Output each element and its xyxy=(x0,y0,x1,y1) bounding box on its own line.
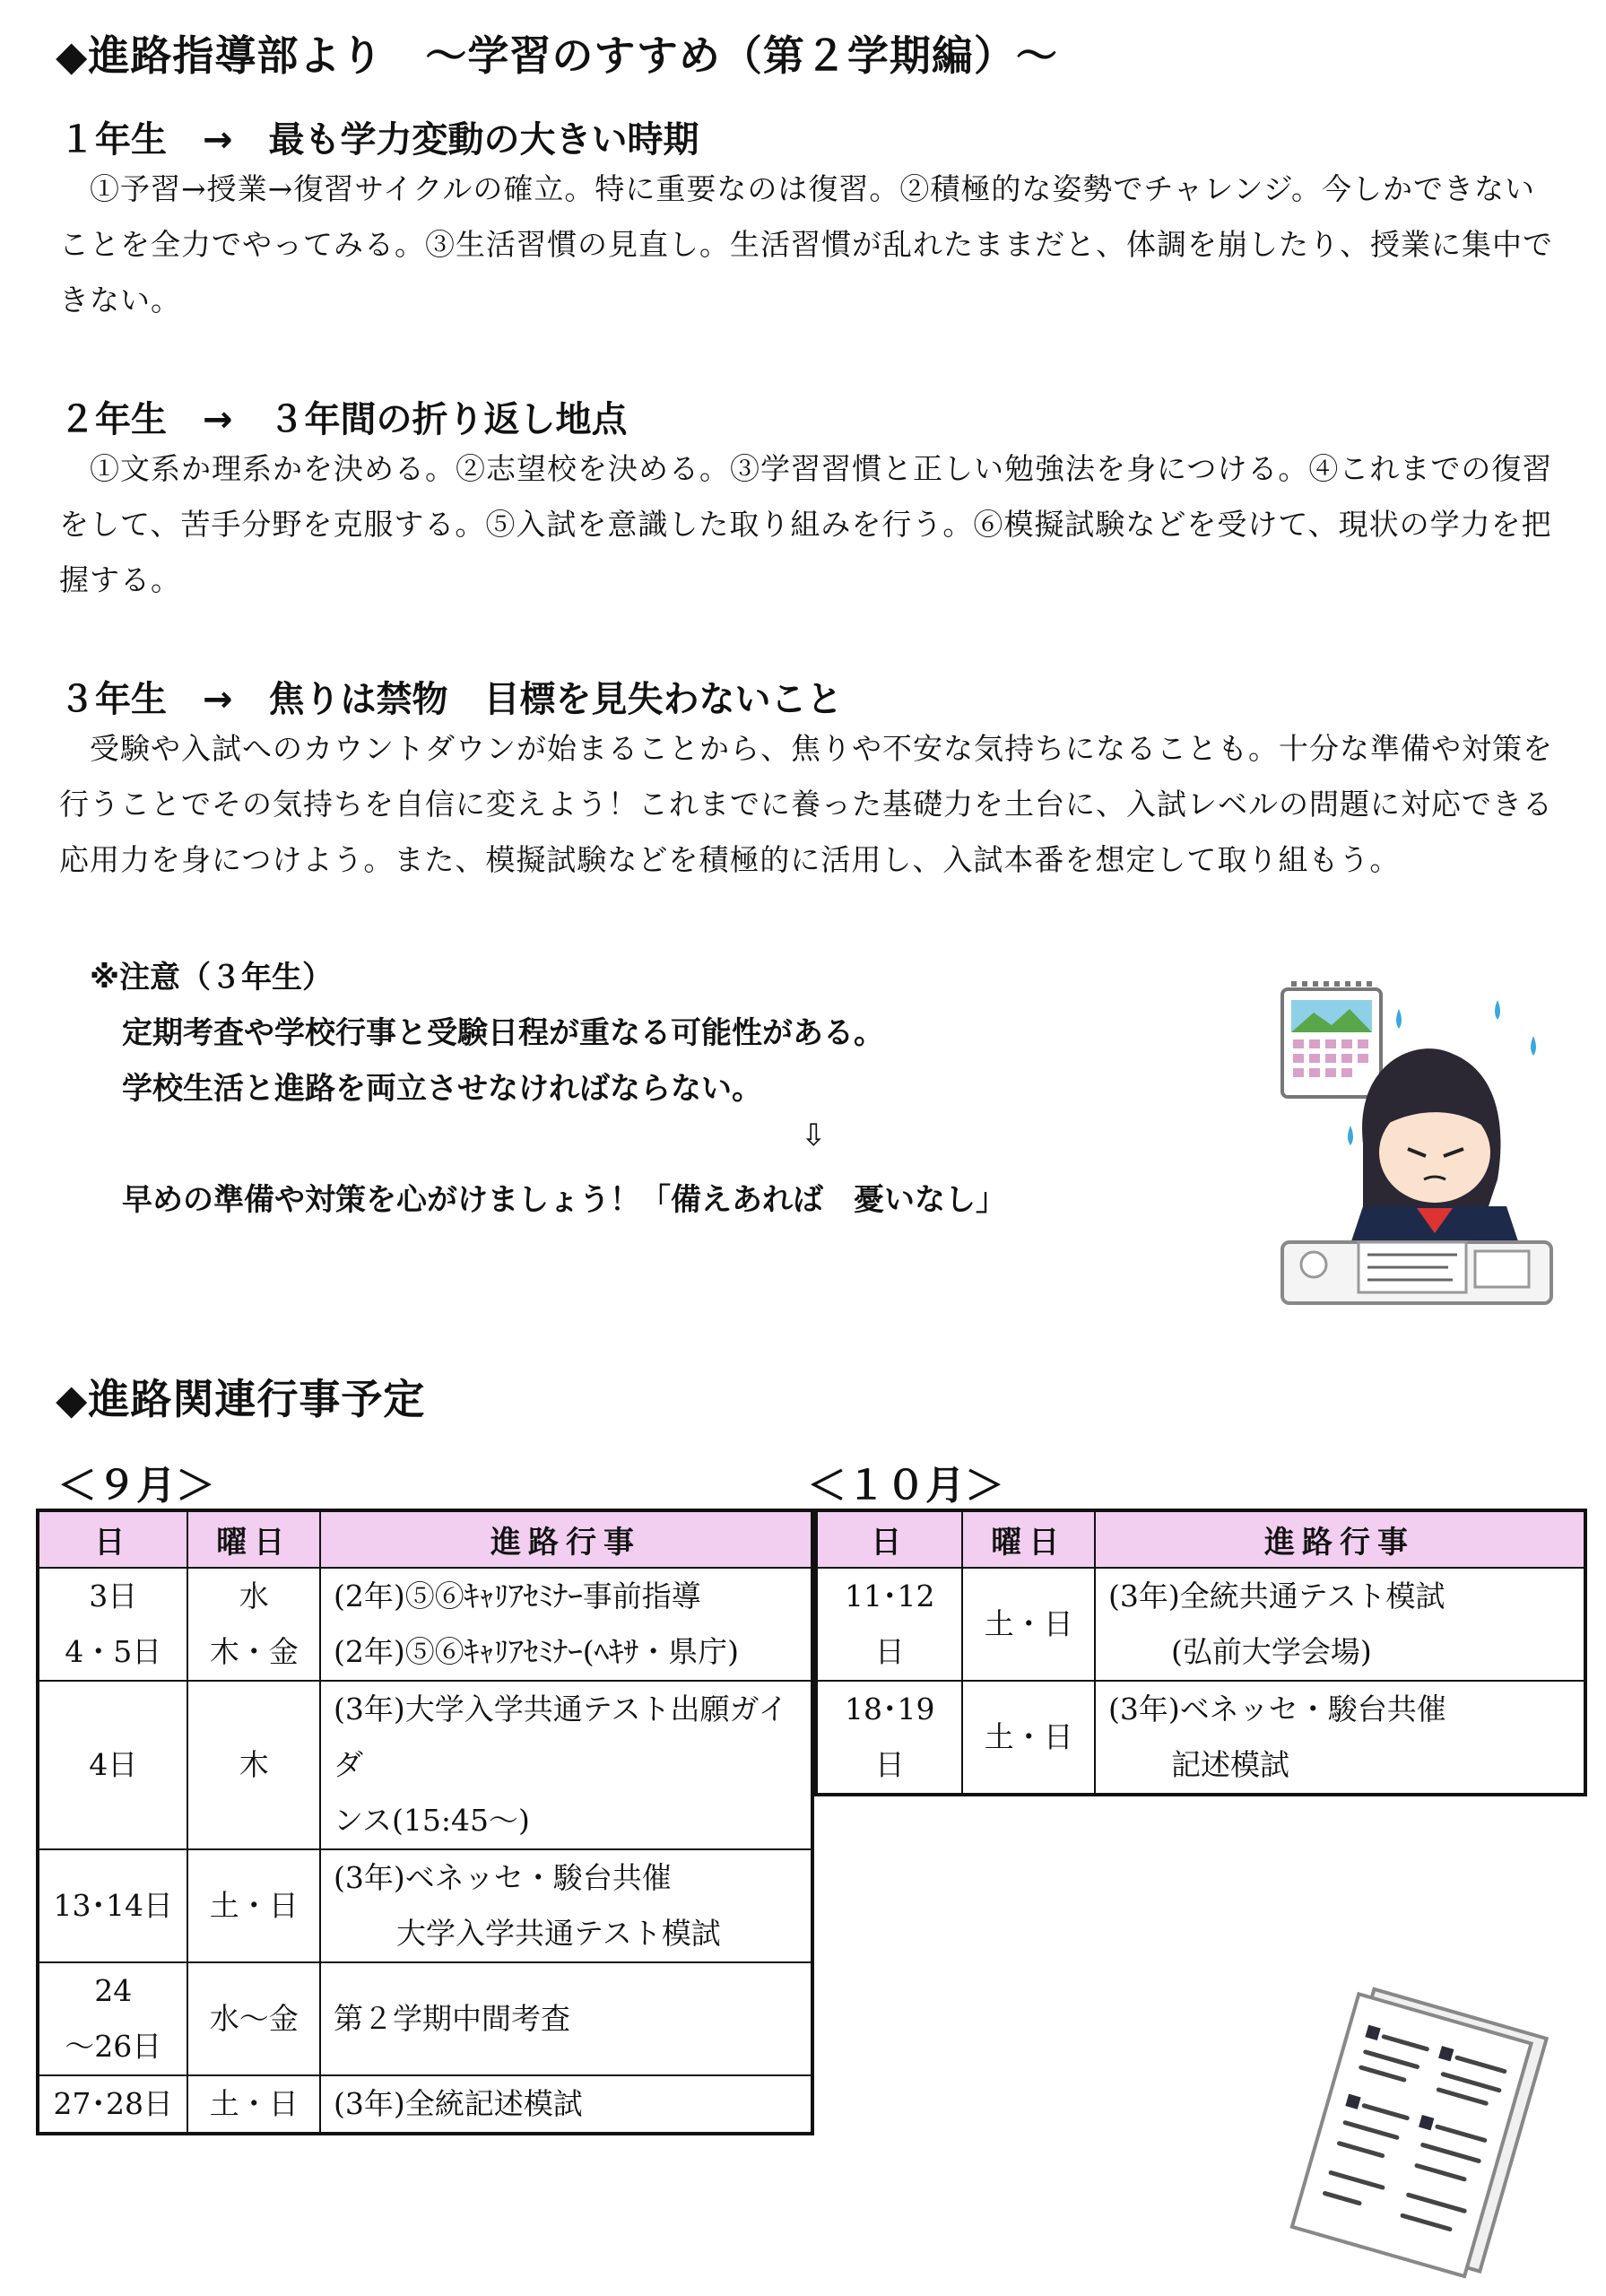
weekday-text: 木 xyxy=(239,1747,269,1782)
weekday-cell xyxy=(187,1624,320,1681)
event-text: (3年)全統記述模試 xyxy=(334,2086,583,2121)
day-cell xyxy=(38,1962,187,2075)
event-column-header: 進路行事 xyxy=(320,1510,812,1568)
event-cell xyxy=(320,1568,812,1624)
day-text-line2: ～26日 xyxy=(65,2029,162,2064)
event-cell xyxy=(320,1624,812,1681)
day-cell xyxy=(38,1624,187,1681)
grade2-body: ①文系か理系かを決める。②志望校を決める。③学習習慣と正しい勉強法を身につける。④これまでの復習をして、苦手分野を克服する。⑤入試を意識した取り組みを行う。⑥模擬試験などを受けて、現状の学力を把握する。 xyxy=(59,451,1553,597)
day-text: 3日 xyxy=(89,1578,138,1613)
event-text: 第２学期中間考査 xyxy=(334,2001,571,2036)
schedule-title: ◆進路関連行事予定 xyxy=(56,1375,426,1423)
day-cell xyxy=(816,1568,962,1681)
event-text: (2年)⑤⑥ｷｬﾘｱｾﾐﾅｰ(ﾍｷｻ・県庁) xyxy=(334,1634,740,1669)
exam-papers-illustration xyxy=(1273,1982,1578,2287)
table-row xyxy=(38,1624,812,1681)
table-row xyxy=(38,1681,812,1849)
day-column-header: 日 xyxy=(38,1510,187,1568)
weekday-column-header: 曜日 xyxy=(187,1510,320,1568)
grade3-heading: ３年生 → 焦りは禁物 目標を見失わないこと xyxy=(59,679,843,720)
day-cell xyxy=(38,1568,187,1624)
table-row xyxy=(816,1568,1585,1681)
day-text: 4日 xyxy=(89,1747,138,1782)
weekday-text: 土・日 xyxy=(209,1888,299,1923)
weekday-cell xyxy=(962,1681,1095,1795)
event-text-line2: (弘前大学会場) xyxy=(1171,1634,1372,1669)
event-text: (3年)全統共通テスト模試 xyxy=(1108,1578,1445,1613)
weekday-column-header: 曜日 xyxy=(962,1510,1095,1568)
grade2-heading: ２年生 → ３年間の折り返し地点 xyxy=(59,399,628,440)
day-text: 13･14日 xyxy=(53,1888,173,1923)
day-text: 18･19日 xyxy=(844,1692,935,1782)
october-schedule-table xyxy=(814,1509,1587,1796)
event-text-line2: 大学入学共通テスト模試 xyxy=(396,1916,721,1951)
weekday-cell xyxy=(187,1962,320,2075)
note-line2: 学校生活と進路を両立させなければならない。 xyxy=(122,1071,762,1107)
event-cell xyxy=(320,1962,812,2075)
weekday-text: 水～金 xyxy=(209,2001,299,2036)
table-row xyxy=(38,1568,812,1624)
day-cell xyxy=(38,1681,187,1849)
day-text: 4・5日 xyxy=(65,1634,162,1669)
day-text: 11･12日 xyxy=(844,1578,935,1669)
event-cell xyxy=(1095,1568,1585,1681)
page-title: ◆進路指導部より ～学習のすすめ（第２学期編）～ xyxy=(56,31,1058,80)
weekday-cell xyxy=(962,1568,1095,1681)
september-label: ＜９月＞ xyxy=(57,1463,215,1509)
note-title: ※注意（３年生） xyxy=(90,960,334,996)
table-row xyxy=(816,1681,1585,1795)
table-header-row xyxy=(816,1510,1585,1568)
studying-student-illustration xyxy=(1264,973,1569,1314)
weekday-text: 木・金 xyxy=(209,1634,299,1669)
weekday-cell xyxy=(187,1681,320,1849)
day-cell xyxy=(38,2075,187,2134)
note-line1: 定期考査や学校行事と受験日程が重なる可能性がある。 xyxy=(122,1015,884,1051)
day-text: 24 xyxy=(94,1973,133,2008)
table-row xyxy=(38,1962,812,2075)
event-cell xyxy=(320,1849,812,1962)
day-cell xyxy=(816,1681,962,1795)
event-text-line2: 記述模試 xyxy=(1171,1747,1290,1782)
table-row xyxy=(38,2075,812,2134)
event-text: (3年)大学入学共通テスト出願ガイダ xyxy=(334,1692,788,1782)
grade1-heading: １年生 → 最も学力変動の大きい時期 xyxy=(59,119,699,161)
event-cell xyxy=(320,2075,812,2134)
table-row xyxy=(38,1849,812,1962)
weekday-text: 水 xyxy=(239,1578,269,1613)
weekday-cell xyxy=(187,1568,320,1624)
event-cell xyxy=(1095,1681,1585,1795)
event-column-header: 進路行事 xyxy=(1095,1510,1585,1568)
event-text-line2: ンス(15:45～) xyxy=(334,1803,530,1838)
event-text: (3年)ベネッセ・駿台共催 xyxy=(1108,1692,1446,1726)
day-text: 27･28日 xyxy=(53,2086,173,2121)
weekday-text: 土・日 xyxy=(209,2086,299,2121)
event-text: (2年)⑤⑥ｷｬﾘｱｾﾐﾅｰ事前指導 xyxy=(334,1578,701,1613)
weekday-cell xyxy=(187,1849,320,1962)
september-schedule-table xyxy=(36,1509,814,2135)
day-cell xyxy=(38,1849,187,1962)
day-column-header: 日 xyxy=(816,1510,962,1568)
weekday-text: 土・日 xyxy=(984,1606,1073,1641)
event-cell xyxy=(320,1681,812,1849)
grade1-body: ①予習→授業→復習サイクルの確立。特に重要なのは復習。②積極的な姿勢でチャレンジ。今しかできないことを全力でやってみる。③生活習慣の見直し。生活習慣が乱れたままだと、体調を崩したり、授業に集中できない。 xyxy=(59,171,1553,317)
down-arrow-icon: ⇩ xyxy=(801,1118,827,1153)
grade3-body: 受験や入試へのカウントダウンが始まることから、焦りや不安な気持ちになることも。十分な準備や対策を行うことでその気持ちを自信に変えよう！これまでに養った基礎力を土台に、入試レベルの問題に対応できる応用力を身につけよう。また、模擬試験などを積極的に活用し、入試本番を想定して取り組もう。 xyxy=(59,731,1553,877)
weekday-text: 土・日 xyxy=(984,1719,1073,1754)
weekday-cell xyxy=(187,2075,320,2134)
event-text: (3年)ベネッセ・駿台共催 xyxy=(334,1860,672,1895)
october-label: ＜１０月＞ xyxy=(807,1463,1004,1509)
note-line3: 早めの準備や対策を心がけましょう！「備えあれば 憂いなし」 xyxy=(122,1182,1006,1218)
table-header-row xyxy=(38,1510,812,1568)
